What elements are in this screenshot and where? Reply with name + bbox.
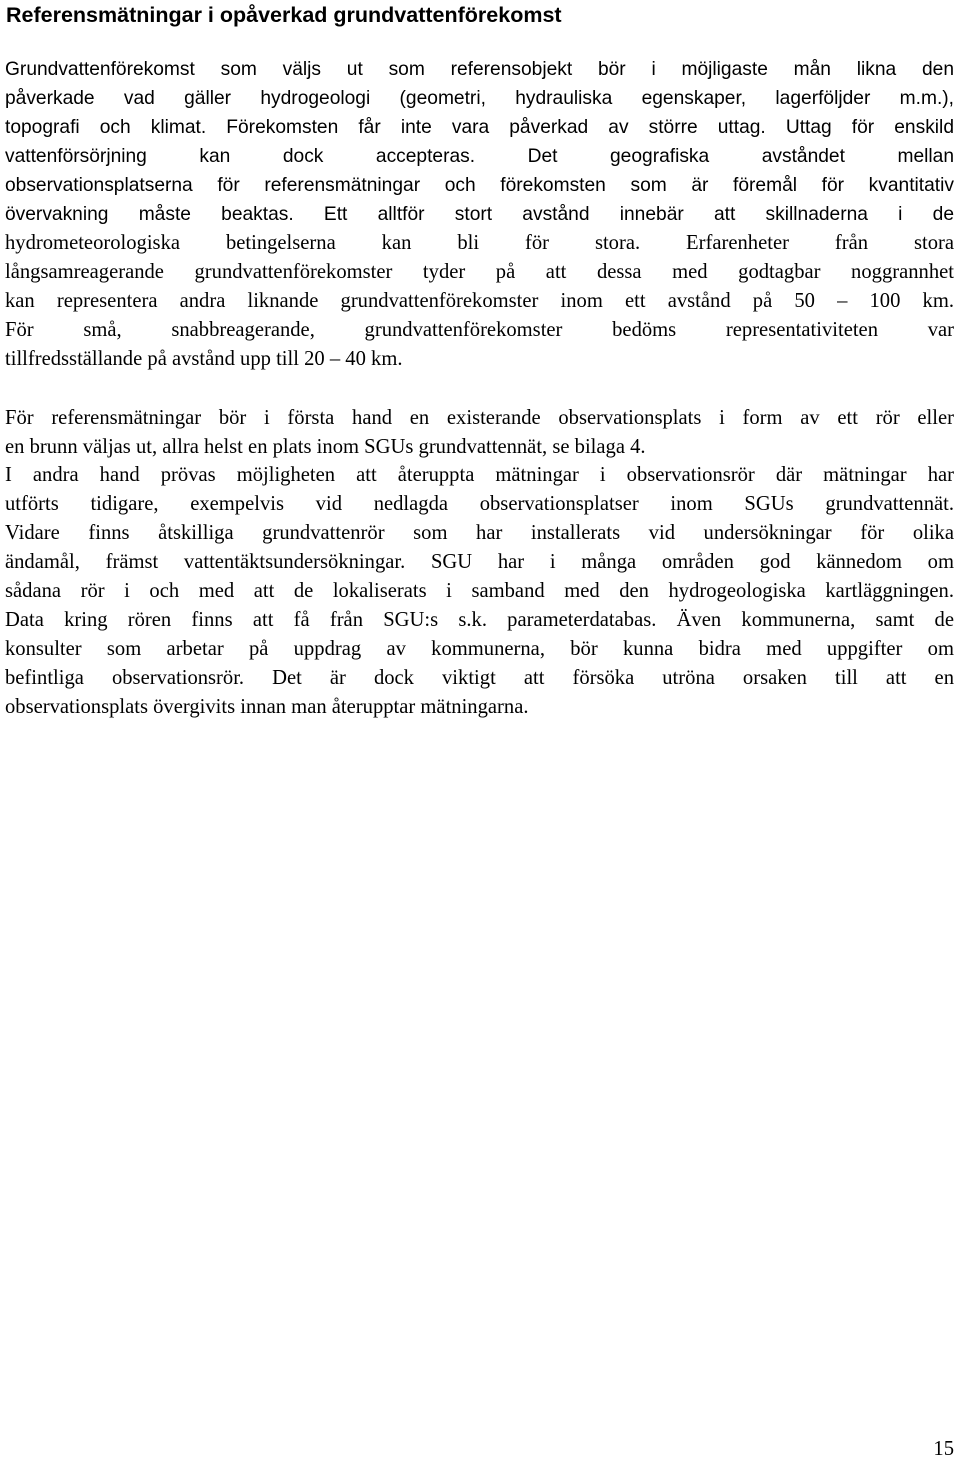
paragraph-line: För referensmätningar bör i första hand en existerande observationsplats i form av ett rör eller — [5, 407, 954, 429]
paragraph-line: sådana rör i och med att de lokaliserats i samband med den hydrogeologiska kartläggningen. — [5, 580, 954, 602]
paragraph-line: Grundvattenförekomst som väljs ut som referensobjekt bör i möjligaste mån likna den — [5, 59, 954, 80]
paragraph-line: konsulter som arbetar på uppdrag av kommunerna, bör kunna bidra med uppgifter om — [5, 638, 954, 660]
paragraph-line: I andra hand prövas möjligheten att återuppta mätningar i observationsrör där mätningar har — [5, 464, 954, 486]
paragraph-line: För små, snabbreagerande, grundvattenförekomster bedöms representativiteten var — [5, 319, 954, 341]
paragraph-existing-site — [5, 404, 954, 462]
paragraph-line: tillfredsställande på avstånd upp till 20 – 40 km. — [5, 348, 403, 370]
paragraph-line: Vidare finns åtskilliga grundvattenrör som har installerats vid undersökningar för olika — [5, 522, 954, 544]
page-number: 15 — [933, 1438, 954, 1460]
paragraph-line: utförts tidigare, exempelvis vid nedlagda observationsplatser inom SGUs grundvattennät. — [5, 493, 954, 515]
paragraph-line: topografi och klimat. Förekomsten får inte vara påverkad av större uttag. Uttag för enskild — [5, 117, 954, 138]
paragraph-resume-measurements — [5, 461, 954, 722]
paragraph-line: befintliga observationsrör. Det är dock viktigt att försöka utröna orsaken till att en — [5, 667, 954, 689]
paragraph-line: kan representera andra liknande grundvattenförekomster inom ett avstånd på 50 – 100 km. — [5, 290, 954, 312]
paragraph-line: Data kring rören finns att få från SGU:s s.k. parameterdatabas. Även kommunerna, samt de — [5, 609, 954, 631]
paragraph-line: vattenförsörjning kan dock accepteras. Det geografiska avståndet mellan — [5, 146, 954, 167]
paragraph-reference-object — [5, 55, 954, 374]
paragraph-line: övervakning måste beaktas. Ett alltför stort avstånd innebär att skillnaderna i de — [5, 204, 954, 225]
paragraph-line: en brunn väljas ut, allra helst en plats inom SGUs grundvattennät, se bilaga 4. — [5, 436, 646, 458]
paragraph-line: observationsplats övergivits innan man återupptar mätningarna. — [5, 696, 529, 718]
section-heading: Referensmätningar i opåverkad grundvattenförekomst — [6, 3, 562, 27]
paragraph-line: långsamreagerande grundvattenförekomster tyder på att dessa med godtagbar noggrannhet — [5, 261, 954, 283]
paragraph-line: observationsplatserna för referensmätningar och förekomsten som är föremål för kvantitativ — [5, 175, 954, 196]
paragraph-line: påverkade vad gäller hydrogeologi (geometri, hydrauliska egenskaper, lagerföljder m.m.), — [5, 88, 954, 109]
paragraph-line: ändamål, främst vattentäktsundersökningar. SGU har i många områden god kännedom om — [5, 551, 954, 573]
paragraph-line: hydrometeorologiska betingelserna kan bli för stora. Erfarenheter från stora — [5, 232, 954, 254]
